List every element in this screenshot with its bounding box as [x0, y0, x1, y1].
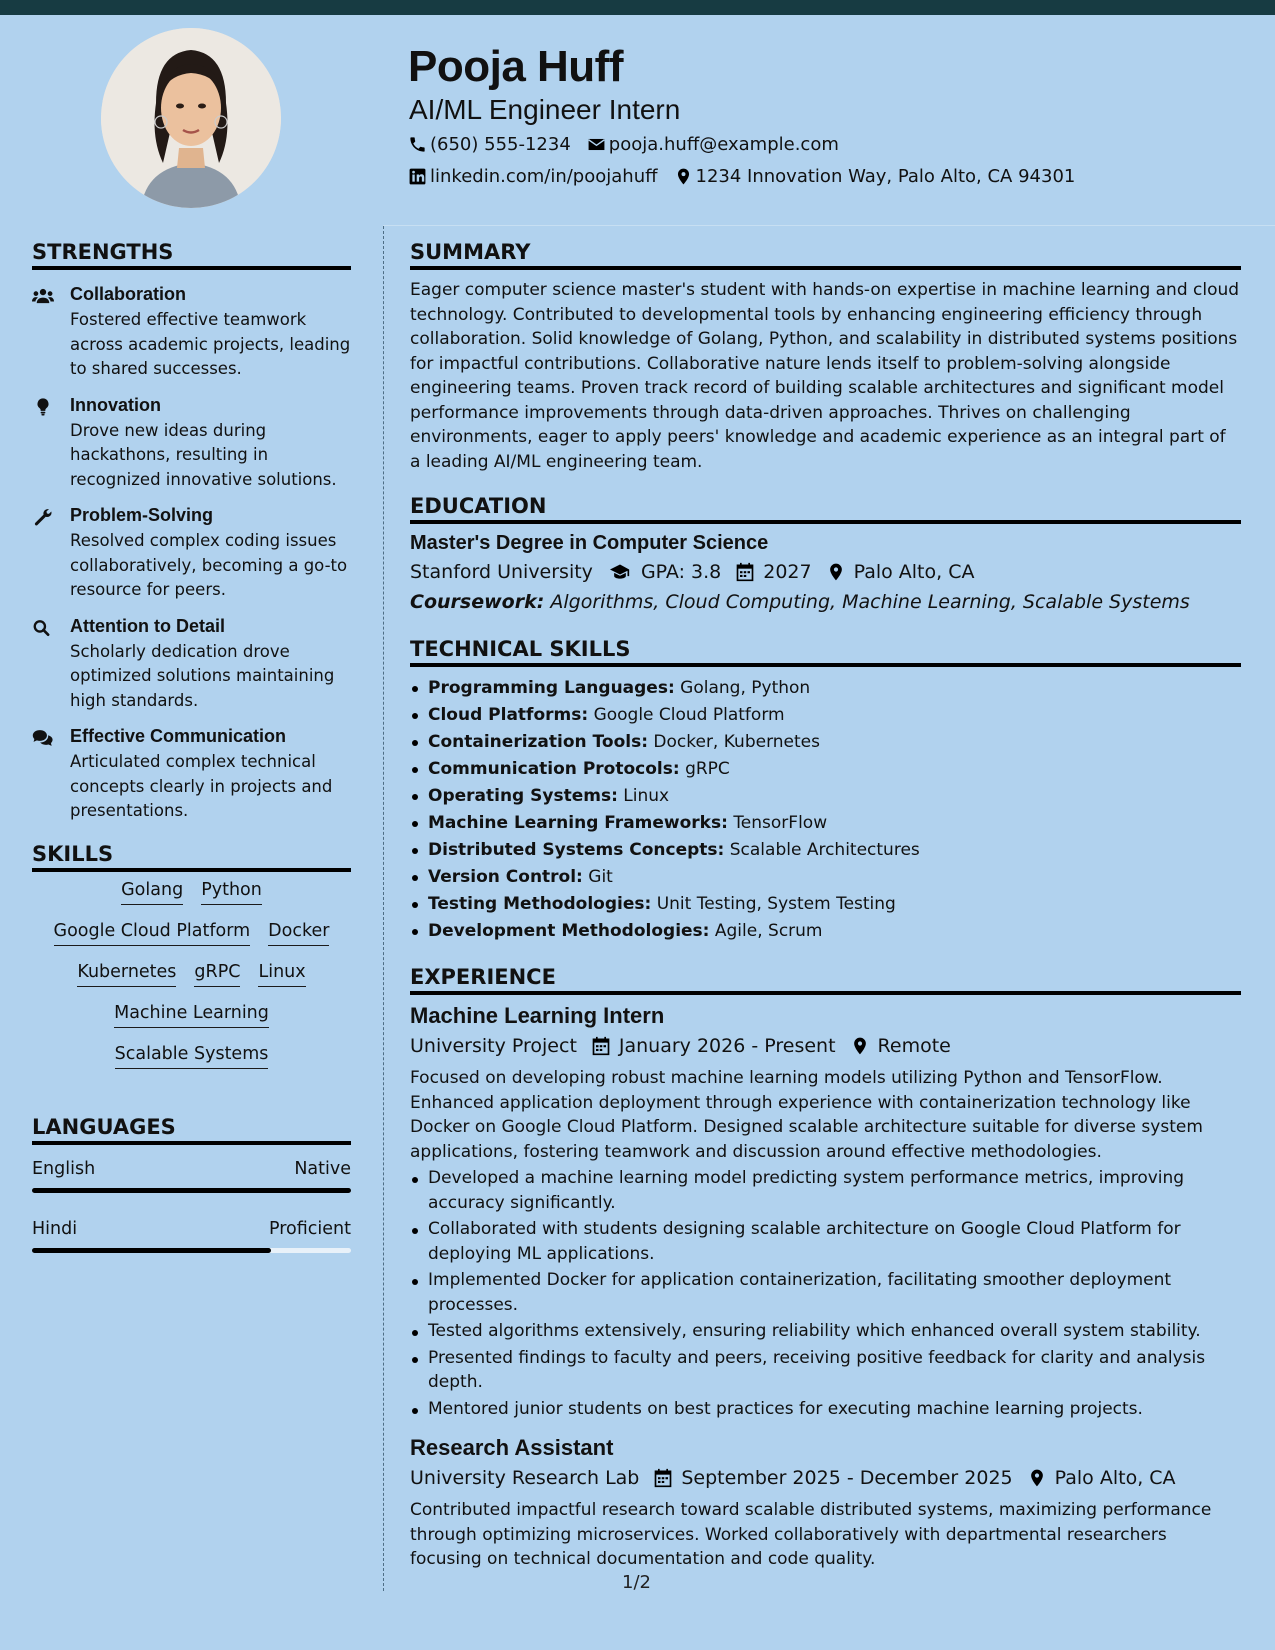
languages-list: [32, 1159, 351, 1253]
skill-row: [32, 880, 351, 905]
technical-skill-item: [410, 837, 1241, 864]
graduation-year: 2027: [735, 561, 811, 583]
skill-row: [32, 962, 351, 987]
skills-heading: SKILLS: [32, 842, 351, 872]
technical-skill-item: [410, 864, 1241, 891]
technical-skill-item: [410, 891, 1241, 918]
education-meta: [410, 561, 1241, 583]
strength-desc: Resolved complex coding issues collaboratively, becoming a go-to resource for peers.: [70, 531, 348, 599]
strengths-heading: STRENGTHS: [32, 240, 351, 270]
language-name: Hindi: [32, 1218, 78, 1239]
job-organization: [410, 1467, 639, 1489]
contact-address: [674, 166, 1076, 187]
strength-item: [32, 395, 351, 493]
technical-skill-label: Programming Languages:: [428, 678, 675, 698]
column-divider: [383, 226, 384, 1591]
calendar-icon: [735, 562, 755, 582]
technical-skill-item: [410, 729, 1241, 756]
technical-skill-value: Unit Testing, System Testing: [656, 894, 896, 914]
skills-tags: [32, 880, 351, 1069]
technical-skill-value: Docker, Kubernetes: [653, 732, 820, 752]
skill-tag: gRPC: [194, 962, 240, 987]
technical-skill-label: Version Control:: [428, 867, 583, 887]
contact-linkedin[interactable]: [408, 166, 658, 187]
technical-skill-label: Cloud Platforms:: [428, 705, 589, 725]
calendar-icon: [653, 1468, 673, 1488]
education-location: Palo Alto, CA: [826, 561, 975, 583]
candidate-name: Pooja Huff: [408, 42, 623, 91]
email-text: pooja.huff@example.com: [608, 134, 839, 155]
strength-desc: Fostered effective teamwork across academic projects, leading to shared successes.: [70, 310, 351, 378]
job-bullet: Implemented Docker for application containerization, facilitating smoother deployment processes.: [410, 1268, 1241, 1317]
skill-tag: Docker: [268, 921, 329, 946]
skill-row: [32, 1003, 351, 1028]
strength-desc: Scholarly dedication drove optimized solutions maintaining high standards.: [70, 641, 335, 710]
job-dates: [591, 1035, 836, 1057]
map-pin-icon: [826, 562, 846, 582]
skill-tag: Machine Learning: [114, 1003, 269, 1028]
language-row: [32, 1159, 351, 1179]
job-meta: [410, 1467, 1241, 1489]
language-proficiency-fill: [32, 1248, 271, 1253]
job-organization-text: University Project: [410, 1035, 577, 1057]
job-location-text: Palo Alto, CA: [1054, 1467, 1176, 1489]
technical-skill-item: [410, 810, 1241, 837]
technical-skill-item: [410, 783, 1241, 810]
strength-title: Attention to Detail: [70, 615, 225, 636]
job-organization: [410, 1035, 577, 1057]
strength-title: Problem-Solving: [70, 505, 214, 525]
contact-line-1: [408, 134, 855, 155]
coursework-label: Coursework:: [410, 591, 545, 613]
technical-skill-item: [410, 918, 1241, 945]
right-column: [410, 240, 1241, 1574]
coursework: [410, 591, 1241, 613]
job-description: Focused on developing robust machine learning models utilizing Python and TensorFlow. Enhanced application deployment through experience with containerization technology like Docker on Google Cloud Platform. Designed scalable architecture suitable for diverse system applications, fostering teamwork and discussion around effective methodologies.: [410, 1068, 1203, 1162]
job-dates: [653, 1467, 1012, 1489]
job-bullet: Mentored junior students on best practices for executing machine learning projects.: [410, 1397, 1241, 1422]
header-divider: [383, 225, 1275, 226]
technical-skill-label: Machine Learning Frameworks:: [428, 813, 728, 833]
job-bullet: Tested algorithms extensively, ensuring reliability which enhanced overall system stability.: [410, 1319, 1241, 1344]
technical-skill-value: Linux: [623, 786, 670, 806]
job-location: [850, 1035, 951, 1057]
skill-tag: Python: [201, 880, 262, 905]
job-bullet: Developed a machine learning model predicting system performance metrics, improving accuracy significantly.: [410, 1166, 1241, 1215]
job-description: Contributed impactful research toward scalable distributed systems, maximizing performance through optimizing microservices. Worked collaboratively with departmental researchers focusing on technical documentation and code quality.: [410, 1500, 1212, 1569]
skill-row: [32, 921, 351, 946]
technical-skill-value: Golang, Python: [680, 678, 811, 698]
language-level: Proficient: [269, 1218, 351, 1239]
phone-icon: [408, 135, 427, 154]
search-icon: [32, 618, 54, 638]
languages-heading: LANGUAGES: [32, 1115, 351, 1145]
job-location-text: Remote: [877, 1035, 951, 1057]
envelope-icon: [587, 135, 606, 154]
map-pin-icon: [674, 167, 693, 186]
experience-heading: EXPERIENCE: [410, 965, 1241, 995]
skill-tag: Scalable Systems: [115, 1044, 269, 1069]
language-level: Native: [294, 1158, 351, 1179]
address-text: 1234 Innovation Way, Palo Alto, CA 94301: [695, 166, 1076, 187]
strengths-list: [32, 284, 351, 824]
coursework-list: Algorithms, Cloud Computing, Machine Learning, Scalable Systems: [550, 591, 1190, 613]
page-number: 1/2: [622, 1572, 651, 1593]
technical-skill-value: Git: [588, 867, 613, 887]
experience-list: [410, 1003, 1241, 1572]
gpa: GPA: 3.8: [607, 561, 721, 583]
left-column: [32, 240, 351, 1279]
technical-skill-value: gRPC: [685, 759, 730, 779]
language-proficiency-fill: [32, 1188, 351, 1193]
comments-icon: [32, 728, 54, 748]
contact-email[interactable]: [587, 134, 839, 155]
strength-title: Innovation: [70, 394, 161, 415]
strength-item: [32, 505, 351, 603]
skill-tag: Linux: [258, 962, 305, 987]
profile-photo: [101, 28, 281, 208]
technical-skill-label: Operating Systems:: [428, 786, 618, 806]
language-name: English: [32, 1158, 96, 1179]
technical-skill-value: Scalable Architectures: [729, 840, 920, 860]
technical-skills-heading: TECHNICAL SKILLS: [410, 637, 1241, 667]
job-bullet: Collaborated with students designing scalable architecture on Google Cloud Platform for deploying ML applications.: [410, 1217, 1241, 1266]
skill-tag: Google Cloud Platform: [54, 921, 251, 946]
linkedin-text: linkedin.com/in/poojahuff: [430, 166, 658, 187]
job-title: Machine Learning Intern: [410, 1003, 665, 1028]
job-entry: [410, 1003, 1241, 1421]
language-row: [32, 1219, 351, 1239]
strength-item: [32, 616, 351, 714]
language-proficiency-bar: [32, 1188, 351, 1193]
strength-desc: Drove new ideas during hackathons, resulting in recognized innovative solutions.: [70, 420, 337, 489]
linkedin-icon: [408, 167, 427, 186]
strength-item: [32, 726, 351, 824]
contact-phone: [408, 134, 571, 155]
candidate-title: AI/ML Engineer Intern: [409, 94, 681, 125]
strength-desc: Articulated complex technical concepts clearly in projects and presentations.: [70, 752, 333, 820]
degree-title: Master's Degree in Computer Science: [410, 532, 769, 554]
contact-line-2: [408, 166, 1091, 187]
skill-tag: Golang: [121, 880, 183, 905]
job-location: [1027, 1467, 1176, 1489]
technical-skill-label: Development Methodologies:: [428, 921, 710, 941]
skill-tag: Kubernetes: [77, 962, 176, 987]
users-icon: [32, 286, 54, 306]
language-proficiency-bar: [32, 1248, 351, 1253]
school-name: Stanford University: [410, 561, 593, 583]
wrench-icon: [32, 507, 54, 527]
summary-heading: SUMMARY: [410, 240, 1241, 270]
top-bar: [0, 0, 1275, 15]
job-organization-text: University Research Lab: [410, 1467, 640, 1489]
technical-skill-item: [410, 756, 1241, 783]
phone-text: (650) 555-1234: [430, 134, 571, 155]
map-pin-icon: [850, 1036, 870, 1056]
skill-row: [32, 1044, 351, 1069]
job-bullets: [410, 1166, 1241, 1421]
job-dates-text: January 2026 - Present: [618, 1035, 836, 1057]
technical-skill-label: Distributed Systems Concepts:: [428, 840, 725, 860]
map-pin-icon: [1027, 1468, 1047, 1488]
job-title: Research Assistant: [410, 1435, 614, 1460]
job-bullet: Presented findings to faculty and peers, receiving positive feedback for clarity and analysis depth.: [410, 1346, 1241, 1395]
technical-skills-list: [410, 675, 1241, 945]
job-dates-text: September 2025 - December 2025: [681, 1467, 1013, 1489]
technical-skill-value: Agile, Scrum: [714, 921, 823, 941]
graduation-cap-icon: [607, 562, 633, 582]
lightbulb-icon: [32, 397, 54, 417]
calendar-icon: [591, 1036, 611, 1056]
technical-skill-label: Communication Protocols:: [428, 759, 680, 779]
summary-text: Eager computer science master's student with hands-on expertise in machine learning and cloud technology. Contributed to developmental tools by enhancing engineering efficiency through collaboration. Solid knowledge of Golang, Python, and scalability in distributed systems positions for impactful contributions. Collaborative nature lends itself to problem-solving alongside engineering teams. Proven track record of building scalable architectures and significant model performance improvements through data-driven approaches. Thrives on challenging environments, eager to apply peers' knowledge and academic experience as an integral part of a leading AI/ML engineering team.: [410, 280, 1240, 472]
technical-skill-label: Testing Methodologies:: [428, 894, 652, 914]
technical-skill-value: TensorFlow: [733, 813, 828, 833]
technical-skill-item: [410, 675, 1241, 702]
technical-skill-item: [410, 702, 1241, 729]
strength-title: Collaboration: [70, 284, 186, 304]
strength-item: [32, 284, 351, 382]
technical-skill-label: Containerization Tools:: [428, 732, 648, 752]
strength-title: Effective Communication: [70, 726, 287, 746]
technical-skill-value: Google Cloud Platform: [593, 705, 785, 725]
education-heading: EDUCATION: [410, 494, 1241, 524]
job-meta: [410, 1035, 1241, 1057]
job-entry: [410, 1435, 1241, 1572]
